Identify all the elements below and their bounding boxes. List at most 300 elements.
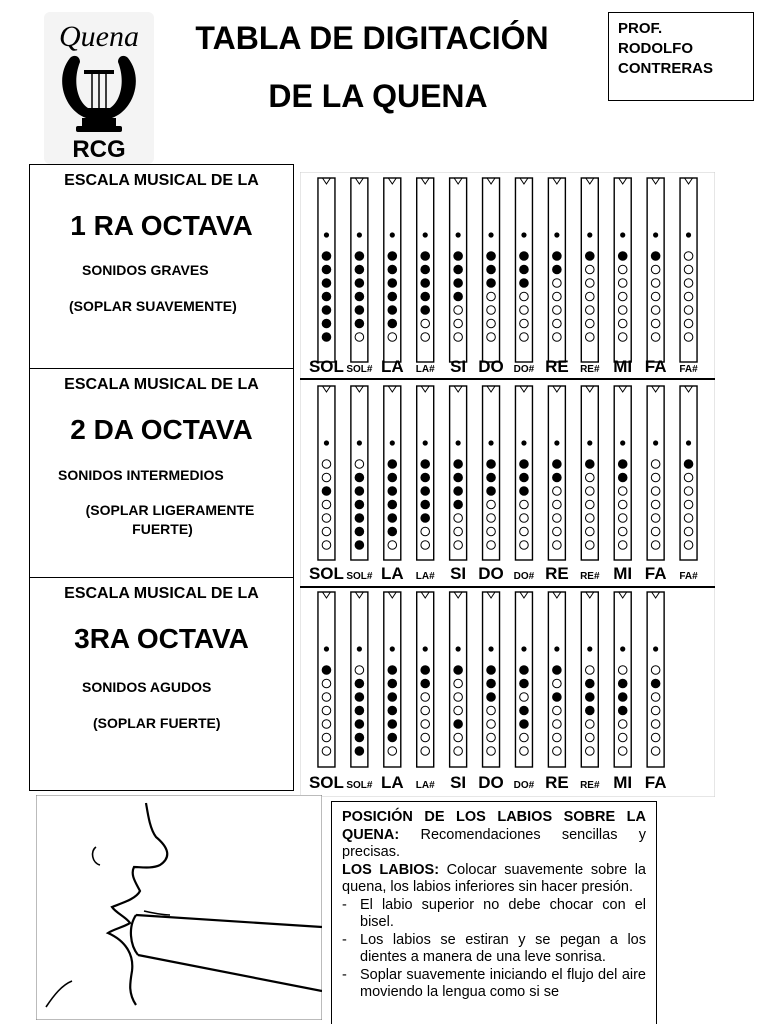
open-hole	[553, 319, 562, 328]
closed-hole	[322, 333, 331, 342]
closed-hole	[322, 292, 331, 301]
open-hole	[553, 541, 562, 550]
thumb-hole	[488, 440, 493, 445]
thumb-hole	[653, 646, 658, 651]
open-hole	[388, 541, 397, 550]
note-label: RE	[545, 357, 569, 376]
thumb-hole	[357, 232, 362, 237]
page-title-line2: DE LA QUENA	[268, 78, 488, 114]
octave-box-3	[29, 577, 294, 791]
open-hole	[355, 666, 364, 675]
note-label: DO	[478, 357, 504, 376]
closed-hole	[355, 706, 364, 715]
closed-hole	[388, 473, 397, 482]
open-hole	[520, 500, 529, 509]
closed-hole	[388, 252, 397, 261]
octave-name: 1 RA OCTAVA	[70, 210, 253, 241]
open-hole	[618, 720, 627, 729]
open-hole	[651, 460, 660, 469]
open-hole	[684, 527, 693, 536]
open-hole	[355, 333, 364, 342]
open-hole	[651, 693, 660, 702]
closed-hole	[322, 252, 331, 261]
closed-hole	[322, 487, 331, 496]
closed-hole	[388, 292, 397, 301]
open-hole	[553, 679, 562, 688]
closed-hole	[487, 487, 496, 496]
open-hole	[585, 514, 594, 523]
open-hole	[322, 720, 331, 729]
closed-hole	[487, 679, 496, 688]
closed-hole	[553, 252, 562, 261]
lips-intro: Recomendaciones sencillas y precisas.	[342, 826, 646, 860]
open-hole	[322, 460, 331, 469]
closed-hole	[618, 679, 627, 688]
open-hole	[618, 666, 627, 675]
note-label: LA#	[415, 364, 435, 375]
open-hole	[322, 541, 331, 550]
open-hole	[618, 306, 627, 315]
note-label: RE#	[580, 571, 600, 582]
open-hole	[520, 514, 529, 523]
open-hole	[585, 733, 594, 742]
thumb-hole	[587, 232, 592, 237]
open-hole	[651, 527, 660, 536]
note-label: MI	[613, 773, 633, 792]
closed-hole	[651, 252, 660, 261]
closed-hole	[355, 514, 364, 523]
closed-hole	[553, 473, 562, 482]
octave-sound: SONIDOS GRAVES	[82, 262, 209, 278]
closed-hole	[388, 679, 397, 688]
open-hole	[651, 306, 660, 315]
open-hole	[421, 319, 430, 328]
open-hole	[454, 679, 463, 688]
open-hole	[585, 279, 594, 288]
open-hole	[454, 527, 463, 536]
note-label: SI	[450, 773, 467, 792]
note-label: DO#	[513, 364, 535, 375]
open-hole	[684, 473, 693, 482]
open-hole	[553, 333, 562, 342]
octave-instruction-line2: FUERTE)	[132, 521, 193, 537]
note-label: MI	[613, 357, 633, 376]
lyre-icon	[58, 52, 140, 136]
thumb-hole	[554, 646, 559, 651]
thumb-hole	[456, 232, 461, 237]
open-hole	[322, 706, 331, 715]
closed-hole	[520, 720, 529, 729]
open-hole	[421, 720, 430, 729]
thumb-hole	[653, 440, 658, 445]
open-hole	[520, 527, 529, 536]
open-hole	[487, 527, 496, 536]
open-hole	[388, 747, 397, 756]
thumb-hole	[554, 440, 559, 445]
open-hole	[421, 527, 430, 536]
octave-instruction-line1: (SOPLAR LIGERAMENTE	[85, 502, 255, 518]
open-hole	[454, 693, 463, 702]
open-hole	[618, 500, 627, 509]
open-hole	[322, 733, 331, 742]
closed-hole	[553, 460, 562, 469]
closed-hole	[454, 292, 463, 301]
thumb-hole	[620, 232, 625, 237]
open-hole	[454, 306, 463, 315]
list-item: - El labio superior no debe chocar con el bisel.	[342, 897, 646, 932]
closed-hole	[421, 265, 430, 274]
closed-hole	[553, 265, 562, 274]
open-hole	[618, 292, 627, 301]
closed-hole	[388, 306, 397, 315]
thumb-hole	[521, 646, 526, 651]
closed-hole	[487, 473, 496, 482]
list-item: - Los labios se estiran y se pegan a los dientes a manera de una leve sonrisa.	[342, 932, 646, 967]
closed-hole	[618, 460, 627, 469]
open-hole	[487, 747, 496, 756]
open-hole	[487, 706, 496, 715]
note-label: LA	[380, 357, 404, 376]
closed-hole	[355, 720, 364, 729]
open-hole	[553, 514, 562, 523]
open-hole	[585, 306, 594, 315]
closed-hole	[421, 252, 430, 261]
open-hole	[553, 706, 562, 715]
open-hole	[585, 527, 594, 536]
closed-hole	[487, 460, 496, 469]
open-hole	[651, 319, 660, 328]
lips-position-illustration	[36, 795, 322, 1020]
open-hole	[684, 333, 693, 342]
open-hole	[421, 693, 430, 702]
open-hole	[454, 706, 463, 715]
lips-label: LOS LABIOS:	[342, 861, 440, 878]
thumb-hole	[456, 646, 461, 651]
closed-hole	[553, 693, 562, 702]
note-label: RE#	[580, 780, 600, 791]
closed-hole	[520, 473, 529, 482]
closed-hole	[421, 473, 430, 482]
open-hole	[585, 720, 594, 729]
closed-hole	[388, 514, 397, 523]
open-hole	[487, 514, 496, 523]
author-first-name: RODOLFO	[618, 40, 693, 57]
open-hole	[618, 487, 627, 496]
open-hole	[487, 306, 496, 315]
closed-hole	[585, 693, 594, 702]
open-hole	[454, 333, 463, 342]
open-hole	[684, 541, 693, 550]
open-hole	[618, 319, 627, 328]
open-hole	[684, 487, 693, 496]
closed-hole	[454, 460, 463, 469]
thumb-hole	[390, 232, 395, 237]
thumb-hole	[423, 440, 428, 445]
open-hole	[684, 306, 693, 315]
open-hole	[651, 747, 660, 756]
open-hole	[322, 500, 331, 509]
thumb-hole	[620, 646, 625, 651]
closed-hole	[421, 279, 430, 288]
thumb-hole	[324, 440, 329, 445]
closed-hole	[454, 666, 463, 675]
closed-hole	[421, 306, 430, 315]
closed-hole	[322, 265, 331, 274]
open-hole	[322, 679, 331, 688]
open-hole	[553, 500, 562, 509]
quena-logo	[44, 12, 154, 164]
open-hole	[618, 265, 627, 274]
note-label: LA	[380, 564, 404, 583]
open-hole	[585, 487, 594, 496]
note-label: DO#	[513, 571, 535, 582]
open-hole	[520, 306, 529, 315]
lips-text: Colocar suavemente sobre la quena, los labios inferiores sin hacer presión.	[342, 861, 646, 895]
closed-hole	[684, 460, 693, 469]
open-hole	[585, 292, 594, 301]
open-hole	[553, 306, 562, 315]
closed-hole	[355, 693, 364, 702]
octave-heading: ESCALA MUSICAL DE LA	[64, 376, 259, 393]
open-hole	[421, 747, 430, 756]
closed-hole	[520, 252, 529, 261]
closed-hole	[388, 733, 397, 742]
closed-hole	[355, 265, 364, 274]
note-label: SOL#	[346, 780, 373, 791]
open-hole	[553, 747, 562, 756]
open-hole	[585, 333, 594, 342]
note-label: SI	[450, 564, 467, 583]
octave-sound: SONIDOS INTERMEDIOS	[58, 467, 224, 483]
closed-hole	[421, 500, 430, 509]
open-hole	[585, 319, 594, 328]
open-hole	[553, 733, 562, 742]
closed-hole	[355, 541, 364, 550]
octave-heading: ESCALA MUSICAL DE LA	[64, 172, 259, 189]
closed-hole	[421, 679, 430, 688]
thumb-hole	[324, 646, 329, 651]
closed-hole	[388, 265, 397, 274]
closed-hole	[585, 460, 594, 469]
octave-heading: ESCALA MUSICAL DE LA	[64, 585, 259, 602]
list-item: - Soplar suavemente iniciando el flujo del aire moviendo la lengua como si se	[342, 967, 646, 1002]
closed-hole	[520, 487, 529, 496]
open-hole	[651, 333, 660, 342]
note-label: DO	[478, 773, 504, 792]
open-hole	[487, 541, 496, 550]
octave-name: 2 DA OCTAVA	[70, 414, 253, 445]
open-hole	[684, 500, 693, 509]
open-hole	[487, 319, 496, 328]
open-hole	[585, 473, 594, 482]
closed-hole	[355, 306, 364, 315]
logo-initials: RCG	[72, 136, 126, 163]
open-hole	[618, 747, 627, 756]
closed-hole	[454, 473, 463, 482]
open-hole	[585, 666, 594, 675]
note-label: SOL#	[346, 571, 373, 582]
closed-hole	[322, 306, 331, 315]
closed-hole	[487, 279, 496, 288]
note-label: LA	[380, 773, 404, 792]
closed-hole	[421, 292, 430, 301]
note-label: RE#	[580, 364, 600, 375]
open-hole	[322, 747, 331, 756]
thumb-hole	[653, 232, 658, 237]
closed-hole	[355, 473, 364, 482]
open-hole	[684, 265, 693, 274]
open-hole	[388, 333, 397, 342]
closed-hole	[454, 500, 463, 509]
open-hole	[651, 487, 660, 496]
closed-hole	[388, 319, 397, 328]
closed-hole	[388, 487, 397, 496]
octave-instruction: (SOPLAR FUERTE)	[93, 715, 221, 731]
closed-hole	[355, 279, 364, 288]
author-title: PROF.	[618, 20, 663, 37]
open-hole	[520, 733, 529, 742]
closed-hole	[520, 666, 529, 675]
thumb-hole	[423, 646, 428, 651]
closed-hole	[355, 487, 364, 496]
open-hole	[684, 252, 693, 261]
closed-hole	[651, 679, 660, 688]
open-hole	[520, 319, 529, 328]
open-hole	[553, 487, 562, 496]
open-hole	[553, 279, 562, 288]
logo-name: Quena	[59, 20, 139, 53]
author-box	[608, 12, 754, 101]
open-hole	[520, 292, 529, 301]
thumb-hole	[390, 646, 395, 651]
note-label: DO#	[513, 780, 535, 791]
closed-hole	[520, 679, 529, 688]
thumb-hole	[488, 232, 493, 237]
open-hole	[651, 541, 660, 550]
closed-hole	[454, 720, 463, 729]
open-hole	[651, 473, 660, 482]
open-hole	[618, 541, 627, 550]
closed-hole	[487, 252, 496, 261]
thumb-hole	[324, 232, 329, 237]
open-hole	[454, 747, 463, 756]
open-hole	[421, 733, 430, 742]
open-hole	[553, 527, 562, 536]
closed-hole	[322, 319, 331, 328]
note-label: FA#	[679, 571, 698, 582]
closed-hole	[487, 693, 496, 702]
closed-hole	[355, 733, 364, 742]
open-hole	[487, 500, 496, 509]
open-hole	[520, 333, 529, 342]
open-hole	[454, 733, 463, 742]
closed-hole	[585, 706, 594, 715]
closed-hole	[421, 487, 430, 496]
closed-hole	[487, 265, 496, 274]
note-label: DO	[478, 564, 504, 583]
open-hole	[585, 747, 594, 756]
closed-hole	[421, 460, 430, 469]
closed-hole	[454, 279, 463, 288]
closed-hole	[355, 527, 364, 536]
open-hole	[421, 706, 430, 715]
closed-hole	[355, 292, 364, 301]
closed-hole	[388, 666, 397, 675]
open-hole	[651, 706, 660, 715]
open-hole	[520, 693, 529, 702]
note-label: RE	[545, 564, 569, 583]
note-label: SOL	[308, 564, 344, 583]
note-label: FA	[644, 357, 667, 376]
open-hole	[651, 500, 660, 509]
open-hole	[618, 514, 627, 523]
closed-hole	[618, 473, 627, 482]
closed-hole	[618, 706, 627, 715]
open-hole	[651, 666, 660, 675]
thumb-hole	[390, 440, 395, 445]
open-hole	[651, 279, 660, 288]
closed-hole	[388, 500, 397, 509]
closed-hole	[355, 252, 364, 261]
thumb-hole	[357, 440, 362, 445]
closed-hole	[322, 279, 331, 288]
open-hole	[618, 527, 627, 536]
thumb-hole	[521, 232, 526, 237]
closed-hole	[618, 252, 627, 261]
open-hole	[454, 319, 463, 328]
thumb-hole	[456, 440, 461, 445]
page-title-line1: TABLA DE DIGITACIÓN	[195, 20, 549, 56]
closed-hole	[388, 693, 397, 702]
open-hole	[520, 541, 529, 550]
note-label: SOL	[308, 357, 344, 376]
open-hole	[585, 265, 594, 274]
closed-hole	[388, 460, 397, 469]
closed-hole	[585, 679, 594, 688]
octave-box-1	[29, 164, 294, 369]
closed-hole	[388, 527, 397, 536]
closed-hole	[553, 666, 562, 675]
closed-hole	[388, 720, 397, 729]
open-hole	[322, 527, 331, 536]
open-hole	[553, 292, 562, 301]
open-hole	[520, 747, 529, 756]
author-last-name: CONTRERAS	[618, 60, 714, 77]
open-hole	[585, 500, 594, 509]
note-label: FA#	[679, 364, 698, 375]
closed-hole	[618, 693, 627, 702]
octave-name: 3RA OCTAVA	[74, 623, 249, 654]
closed-hole	[421, 514, 430, 523]
closed-hole	[520, 279, 529, 288]
note-label: SOL#	[346, 364, 373, 375]
open-hole	[322, 693, 331, 702]
closed-hole	[355, 319, 364, 328]
open-hole	[651, 733, 660, 742]
open-hole	[618, 333, 627, 342]
closed-hole	[388, 706, 397, 715]
open-hole	[487, 720, 496, 729]
thumb-hole	[686, 232, 691, 237]
open-hole	[651, 292, 660, 301]
open-hole	[618, 733, 627, 742]
closed-hole	[355, 679, 364, 688]
note-label: FA	[644, 773, 667, 792]
open-hole	[651, 265, 660, 274]
open-hole	[684, 279, 693, 288]
open-hole	[454, 541, 463, 550]
lips-bullet-list	[342, 897, 646, 1002]
